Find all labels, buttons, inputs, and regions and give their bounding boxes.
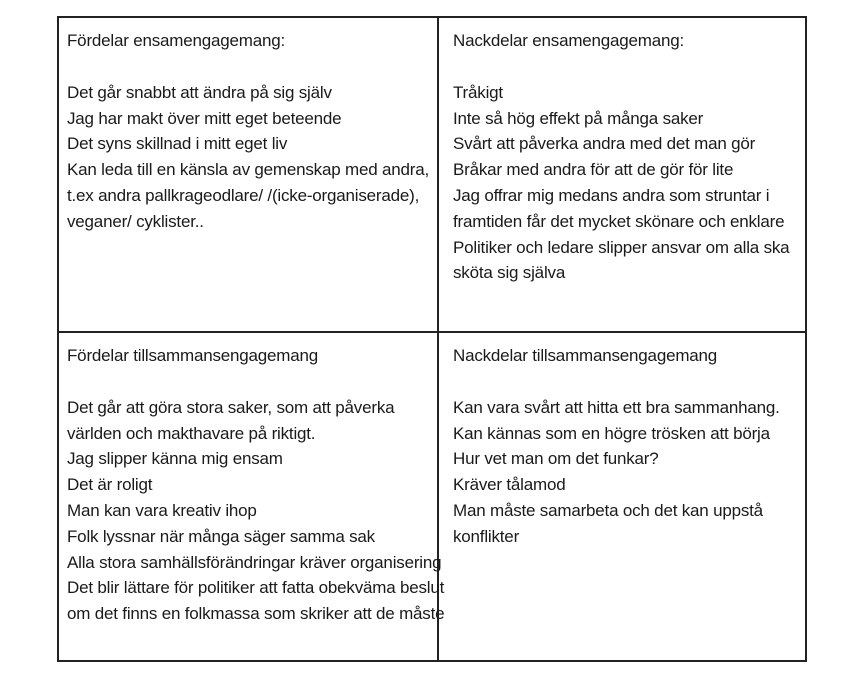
list-item: Kan leda till en känsla av gemenskap med andra, (67, 160, 429, 180)
list-item: Politiker och ledare slipper ansvar om alla ska (453, 237, 790, 257)
list-item: om det finns en folkmassa som skriker att de måste (67, 604, 445, 624)
list-item: Det är roligt (67, 475, 153, 495)
list-item: veganer/ cyklister.. (67, 211, 204, 231)
list-item: Man kan vara kreativ ihop (67, 500, 257, 520)
list-item: Svårt att påverka andra med det man gör (453, 134, 756, 154)
pros-cons-table (57, 16, 807, 662)
cell-pros-collective (59, 333, 445, 660)
list-item: Kan vara svårt att hitta ett bra sammanhang. (453, 397, 780, 417)
list-item: Det går att göra stora saker, som att påverka (67, 397, 395, 417)
list-item: Alla stora samhällsförändringar kräver organisering (67, 552, 442, 572)
cell-heading: Fördelar tillsammansengagemang (67, 346, 319, 365)
cell-pros-individual (59, 18, 439, 333)
list-item: Det syns skillnad i mitt eget liv (67, 134, 288, 154)
list-item: Hur vet man om det funkar? (453, 449, 659, 469)
list-item: Det blir lättare för politiker att fatta obekväma beslut (67, 578, 445, 598)
cell-cons-individual (439, 18, 807, 333)
list-item: Man måste samarbeta och det kan uppstå (453, 500, 763, 520)
list-item: framtiden får det mycket skönare och enklare (453, 211, 785, 231)
list-item: Kan kännas som en högre trösken att börja (453, 423, 770, 443)
list-item: konflikter (453, 526, 520, 546)
list-item: Tråkigt (453, 82, 503, 102)
list-item: t.ex andra pallkrageodlare/ /(icke-organiserade), (67, 185, 420, 205)
cell-heading: Nackdelar ensamengagemang: (453, 31, 685, 50)
list-item: Inte så hög effekt på många saker (453, 108, 704, 128)
cell-heading: Nackdelar tillsammansengagemang (453, 346, 718, 365)
list-item: Jag har makt över mitt eget beteende (67, 108, 342, 128)
list-item: Bråkar med andra för att de gör för lite (453, 160, 734, 180)
list-item: Folk lyssnar när många säger samma sak (67, 526, 375, 546)
list-item: Jag offrar mig medans andra som struntar i (453, 185, 770, 205)
list-item: sköta sig själva (453, 263, 566, 283)
list-item: Jag slipper känna mig ensam (67, 449, 283, 469)
cell-cons-collective (439, 333, 807, 660)
cell-heading: Fördelar ensamengagemang: (67, 31, 286, 50)
list-item: Det går snabbt att ändra på sig själv (67, 82, 332, 102)
list-item: världen och makthavare på riktigt. (67, 423, 316, 443)
list-item: Kräver tålamod (453, 475, 566, 495)
